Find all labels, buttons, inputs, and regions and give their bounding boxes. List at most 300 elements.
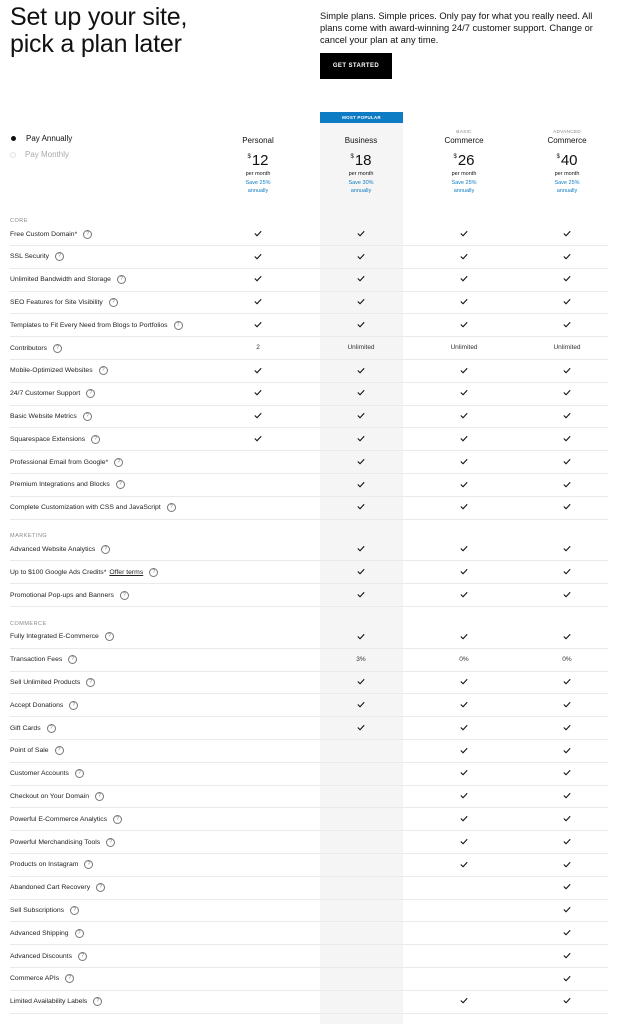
row-divider	[10, 405, 608, 406]
checkmark-icon	[254, 321, 262, 328]
feature-label	[10, 769, 84, 779]
help-icon[interactable]: ?	[117, 275, 126, 284]
plan-cell	[331, 229, 391, 239]
plan-cell	[331, 700, 391, 710]
plan-cell	[331, 590, 391, 600]
checkmark-icon	[460, 298, 468, 305]
feature-label	[10, 655, 77, 665]
plan-cell	[331, 503, 391, 513]
checkmark-icon	[563, 724, 571, 731]
plan-cell	[434, 814, 494, 824]
plan-cell	[228, 275, 288, 285]
feature-name: SEO Features for Site Visibility	[10, 298, 103, 306]
checkmark-icon	[254, 230, 262, 237]
feature-label	[10, 928, 84, 938]
feature-label	[10, 837, 115, 847]
feature-name: Promotional Pop-ups and Banners	[10, 591, 114, 599]
page-title	[10, 4, 270, 58]
get-started-button[interactable]: GET STARTED	[320, 53, 392, 79]
title-line-2: pick a plan later	[10, 30, 182, 58]
plan-tier: BASIC	[456, 130, 472, 135]
feature-name: Powerful Merchandising Tools	[10, 838, 101, 846]
plan-cell	[537, 677, 597, 687]
row-divider	[10, 693, 608, 694]
plan-cell	[537, 883, 597, 893]
checkmark-icon	[563, 678, 571, 685]
help-icon[interactable]: ?	[68, 655, 77, 664]
feature-name: Transaction Fees	[10, 656, 63, 664]
row-divider	[10, 359, 608, 360]
checkmark-icon	[563, 701, 571, 708]
checkmark-icon	[254, 298, 262, 305]
plan-cell: 3%	[356, 655, 366, 663]
plan-cell	[434, 567, 494, 577]
plan-cell	[537, 791, 597, 801]
plan-cell	[434, 837, 494, 847]
help-icon[interactable]: ?	[75, 929, 84, 938]
feature-label	[10, 997, 102, 1007]
pay-annually-option[interactable]	[10, 134, 72, 143]
help-icon[interactable]: ?	[55, 252, 64, 261]
annual-savings: Save 25% annually	[245, 180, 271, 194]
row-divider	[10, 648, 608, 649]
plan-cell	[228, 434, 288, 444]
checkmark-icon	[563, 883, 571, 890]
help-icon[interactable]: ?	[95, 792, 104, 801]
help-icon[interactable]: ?	[93, 997, 102, 1006]
checkmark-icon	[357, 230, 365, 237]
plan-tier: ADVANCED	[553, 130, 581, 135]
plan-cell	[331, 567, 391, 577]
row-divider	[10, 716, 608, 717]
checkmark-icon	[460, 815, 468, 822]
help-icon[interactable]: ?	[114, 458, 123, 467]
most-popular-badge: MOST POPULAR	[320, 112, 403, 123]
feature-label	[10, 883, 105, 893]
plan-cell	[331, 457, 391, 467]
plan-cell	[537, 320, 597, 330]
plan-price	[208, 152, 308, 170]
plan-cell	[331, 389, 391, 399]
help-icon[interactable]: ?	[113, 815, 122, 824]
plan-cell	[331, 723, 391, 733]
plan-cell	[434, 275, 494, 285]
plan-cell	[537, 544, 597, 554]
price-currency: $	[350, 154, 354, 160]
price-currency: $	[247, 154, 251, 160]
checkmark-icon	[563, 389, 571, 396]
row-divider	[10, 268, 608, 269]
feature-label	[10, 951, 87, 961]
feature-label	[10, 632, 114, 642]
row-divider	[10, 921, 608, 922]
row-divider	[10, 336, 608, 337]
feature-label	[10, 275, 126, 285]
checkmark-icon	[460, 458, 468, 465]
checkmark-icon	[254, 367, 262, 374]
row-divider	[10, 762, 608, 763]
help-icon[interactable]: ?	[78, 952, 87, 961]
feature-name: Customer Accounts	[10, 770, 69, 778]
feature-label	[10, 905, 79, 915]
plan-cell	[537, 567, 597, 577]
help-icon[interactable]: ?	[53, 344, 62, 353]
plan-cell	[537, 252, 597, 262]
plan-cell	[331, 297, 391, 307]
checkmark-icon	[460, 253, 468, 260]
plan-cell	[537, 951, 597, 961]
checkmark-icon	[460, 435, 468, 442]
checkmark-icon	[460, 545, 468, 552]
plan-cell	[537, 229, 597, 239]
help-icon[interactable]: ?	[47, 724, 56, 733]
plan-name: Business	[344, 136, 378, 145]
feature-name: Checkout on Your Domain	[10, 792, 89, 800]
feature-label	[10, 590, 129, 600]
plan-cell: Unlimited	[450, 344, 478, 351]
price-amount: 12	[251, 152, 269, 169]
help-icon[interactable]: ?	[101, 545, 110, 554]
plan-price	[311, 152, 411, 170]
row-divider	[10, 671, 608, 672]
checkmark-icon	[357, 633, 365, 640]
offer-terms-link[interactable]: Offer terms	[109, 568, 144, 576]
help-icon[interactable]: ?	[70, 906, 79, 915]
plan-cell	[331, 632, 391, 642]
feature-name: Fully Integrated E-Commerce	[10, 633, 99, 641]
plan-cell	[434, 457, 494, 467]
help-icon[interactable]: ?	[174, 321, 183, 330]
checkmark-icon	[460, 792, 468, 799]
annual-savings: Save 25% annually	[451, 180, 477, 194]
checkmark-icon	[563, 458, 571, 465]
checkmark-icon	[563, 975, 571, 982]
checkmark-icon	[357, 412, 365, 419]
feature-name: Professional Email from Google*	[10, 458, 109, 466]
plan-cell	[228, 252, 288, 262]
help-icon[interactable]: ?	[84, 860, 93, 869]
plan-cell: Unlimited	[347, 344, 375, 351]
row-divider	[10, 967, 608, 968]
feature-name: Accept Donations	[10, 701, 64, 709]
row-divider	[10, 785, 608, 786]
feature-label	[10, 389, 95, 399]
help-icon[interactable]: ?	[120, 591, 129, 600]
price-amount: 26	[457, 152, 475, 169]
checkmark-icon	[357, 503, 365, 510]
help-icon[interactable]: ?	[86, 678, 95, 687]
feature-name: Sell Subscriptions	[10, 906, 65, 914]
checkmark-icon	[357, 321, 365, 328]
row-divider	[10, 853, 608, 854]
price-period: per month	[554, 171, 580, 177]
feature-label	[10, 814, 122, 824]
feature-name: Advanced Website Analytics	[10, 545, 96, 553]
help-icon[interactable]: ?	[55, 746, 64, 755]
feature-label	[10, 480, 125, 490]
plan-cell	[434, 791, 494, 801]
checkmark-icon	[563, 412, 571, 419]
checkmark-icon	[563, 435, 571, 442]
section-label-commerce: COMMERCE	[10, 620, 47, 627]
row-divider	[10, 606, 608, 607]
help-icon[interactable]: ?	[106, 838, 115, 847]
plan-cell	[434, 252, 494, 262]
plan-cell	[434, 723, 494, 733]
checkmark-icon	[563, 861, 571, 868]
feature-name: Free Custom Domain*	[10, 230, 78, 238]
checkmark-icon	[357, 298, 365, 305]
checkmark-icon	[563, 633, 571, 640]
plan-cell	[537, 411, 597, 421]
plan-cell: 0%	[459, 655, 469, 663]
section-label-core: CORE	[10, 218, 28, 224]
plan-cell	[434, 229, 494, 239]
plan-cell	[537, 769, 597, 779]
checkmark-icon	[357, 458, 365, 465]
plan-header-1	[208, 130, 308, 195]
checkmark-icon	[357, 568, 365, 575]
help-icon[interactable]: ?	[116, 480, 125, 489]
help-icon[interactable]: ?	[105, 632, 114, 641]
checkmark-icon	[563, 545, 571, 552]
feature-name: Complete Customization with CSS and JavaScript	[10, 504, 161, 512]
checkmark-icon	[460, 503, 468, 510]
price-amount: 40	[560, 152, 578, 169]
row-divider	[10, 427, 608, 428]
plan-cell	[537, 700, 597, 710]
row-divider	[10, 899, 608, 900]
plan-cell	[228, 366, 288, 376]
annual-savings: Save 25% annually	[554, 180, 580, 194]
plan-cell	[331, 366, 391, 376]
annual-savings: Save 30% annually	[348, 180, 374, 194]
checkmark-icon	[254, 412, 262, 419]
feature-label	[10, 791, 104, 801]
plan-name: Commerce	[444, 136, 484, 145]
help-icon[interactable]: ?	[167, 503, 176, 512]
plan-cell	[537, 837, 597, 847]
checkmark-icon	[460, 769, 468, 776]
row-divider	[10, 560, 608, 561]
feature-label	[10, 544, 110, 554]
plan-cell	[434, 677, 494, 687]
title-line-1: Set up your site,	[10, 3, 188, 31]
feature-label	[10, 457, 123, 467]
checkmark-icon	[563, 275, 571, 282]
plan-cell	[537, 860, 597, 870]
checkmark-icon	[460, 747, 468, 754]
checkmark-icon	[563, 792, 571, 799]
checkmark-icon	[460, 701, 468, 708]
plan-cell	[537, 814, 597, 824]
plan-cell	[331, 544, 391, 554]
row-divider	[10, 990, 608, 991]
feature-label	[10, 343, 62, 353]
plan-cell	[537, 590, 597, 600]
plan-cell	[537, 297, 597, 307]
checkmark-icon	[563, 367, 571, 374]
row-divider	[10, 291, 608, 292]
checkmark-icon	[357, 253, 365, 260]
help-icon[interactable]: ?	[69, 701, 78, 710]
feature-label	[10, 567, 158, 577]
checkmark-icon	[563, 997, 571, 1004]
feature-name: Limited Availability Labels	[10, 998, 88, 1006]
row-divider	[10, 830, 608, 831]
price-period: per month	[451, 171, 477, 177]
row-divider	[10, 496, 608, 497]
row-divider	[10, 473, 608, 474]
feature-label	[10, 411, 92, 421]
plan-cell	[434, 480, 494, 490]
plan-cell	[434, 544, 494, 554]
plan-cell	[537, 503, 597, 513]
checkmark-icon	[563, 253, 571, 260]
feature-label	[10, 366, 108, 376]
feature-name: Premium Integrations and Blocks	[10, 481, 110, 489]
plan-cell	[434, 434, 494, 444]
plan-cell	[331, 411, 391, 421]
checkmark-icon	[563, 815, 571, 822]
checkmark-icon	[357, 724, 365, 731]
price-currency: $	[556, 154, 560, 160]
feature-name: Abandoned Cart Recovery	[10, 884, 91, 892]
help-icon[interactable]: ?	[109, 298, 118, 307]
help-icon[interactable]: ?	[99, 366, 108, 375]
checkmark-icon	[460, 633, 468, 640]
pay-monthly-option[interactable]	[10, 150, 69, 159]
checkmark-icon	[460, 412, 468, 419]
hero-description: Simple plans. Simple prices. Only pay for what you really need. All plans come with award-winning 24/7 customer support. Change or cancel your plan at any time.	[320, 11, 593, 45]
feature-label	[10, 434, 100, 444]
row-divider	[10, 583, 608, 584]
radio-unselected-icon	[10, 152, 16, 158]
plan-cell	[537, 746, 597, 756]
checkmark-icon	[460, 838, 468, 845]
plan-price	[517, 152, 617, 170]
help-icon[interactable]: ?	[86, 389, 95, 398]
feature-label	[10, 723, 56, 733]
row-divider	[10, 382, 608, 383]
help-icon[interactable]: ?	[149, 568, 158, 577]
price-amount: 18	[354, 152, 372, 169]
feature-name: Advanced Shipping	[10, 929, 69, 937]
plan-name: Personal	[242, 136, 274, 145]
help-icon[interactable]: ?	[96, 883, 105, 892]
radio-selected-icon	[11, 136, 16, 141]
plan-cell	[434, 632, 494, 642]
feature-name: 24/7 Customer Support	[10, 390, 81, 398]
plan-cell	[434, 860, 494, 870]
row-divider	[10, 1013, 608, 1014]
row-divider	[10, 807, 608, 808]
feature-label	[10, 229, 92, 239]
row-divider	[10, 519, 608, 520]
plan-cell	[331, 677, 391, 687]
feature-name: Basic Website Metrics	[10, 412, 77, 420]
checkmark-icon	[563, 230, 571, 237]
plan-cell	[331, 480, 391, 490]
help-icon[interactable]: ?	[83, 412, 92, 421]
checkmark-icon	[563, 952, 571, 959]
checkmark-icon	[254, 389, 262, 396]
checkmark-icon	[563, 838, 571, 845]
feature-name: Advanced Discounts	[10, 952, 72, 960]
plan-cell	[331, 434, 391, 444]
feature-name: Contributors	[10, 344, 48, 352]
plan-header-4	[517, 130, 617, 195]
pay-monthly-label: Pay Monthly	[25, 150, 70, 159]
checkmark-icon	[357, 435, 365, 442]
price-currency: $	[453, 154, 457, 160]
help-icon[interactable]: ?	[75, 769, 84, 778]
feature-name: Point of Sale	[10, 747, 49, 755]
help-icon[interactable]: ?	[91, 435, 100, 444]
feature-label	[10, 677, 95, 687]
row-divider	[10, 876, 608, 877]
feature-name: Gift Cards	[10, 724, 41, 732]
price-period: per month	[348, 171, 374, 177]
checkmark-icon	[357, 481, 365, 488]
plan-cell	[228, 389, 288, 399]
plan-cell	[434, 366, 494, 376]
feature-name: Unlimited Bandwidth and Storage	[10, 276, 111, 284]
feature-name: Squarespace Extensions	[10, 435, 86, 443]
help-icon[interactable]: ?	[65, 974, 74, 983]
checkmark-icon	[563, 568, 571, 575]
plan-cell: 0%	[562, 655, 572, 663]
plan-cell	[434, 746, 494, 756]
feature-name: SSL Security	[10, 253, 50, 261]
row-divider	[10, 245, 608, 246]
feature-label	[10, 700, 78, 710]
row-divider	[10, 944, 608, 945]
plan-price	[414, 152, 514, 170]
plan-header-2	[311, 130, 411, 195]
help-icon[interactable]: ?	[83, 230, 92, 239]
plan-cell	[434, 997, 494, 1007]
checkmark-icon	[460, 861, 468, 868]
feature-name: Commerce APIs	[10, 975, 60, 983]
checkmark-icon	[357, 678, 365, 685]
feature-name: Sell Unlimited Products	[10, 678, 81, 686]
feature-label	[10, 860, 93, 870]
price-period: per month	[245, 171, 271, 177]
section-label-marketing: MARKETING	[10, 533, 48, 540]
plan-cell	[228, 229, 288, 239]
checkmark-icon	[357, 591, 365, 598]
checkmark-icon	[254, 253, 262, 260]
plan-cell: 2	[256, 344, 260, 351]
plan-cell	[537, 480, 597, 490]
feature-label	[10, 974, 74, 984]
plan-cell	[434, 411, 494, 421]
row-divider	[10, 313, 608, 314]
plan-cell	[434, 503, 494, 513]
checkmark-icon	[563, 321, 571, 328]
feature-name: Products on Instagram	[10, 861, 79, 869]
plan-cell	[537, 366, 597, 376]
checkmark-icon	[563, 591, 571, 598]
checkmark-icon	[460, 678, 468, 685]
checkmark-icon	[460, 591, 468, 598]
checkmark-icon	[460, 481, 468, 488]
plan-cell	[434, 297, 494, 307]
feature-name: Up to $100 Google Ads Credits*	[10, 568, 107, 576]
row-divider	[10, 739, 608, 740]
checkmark-icon	[357, 389, 365, 396]
